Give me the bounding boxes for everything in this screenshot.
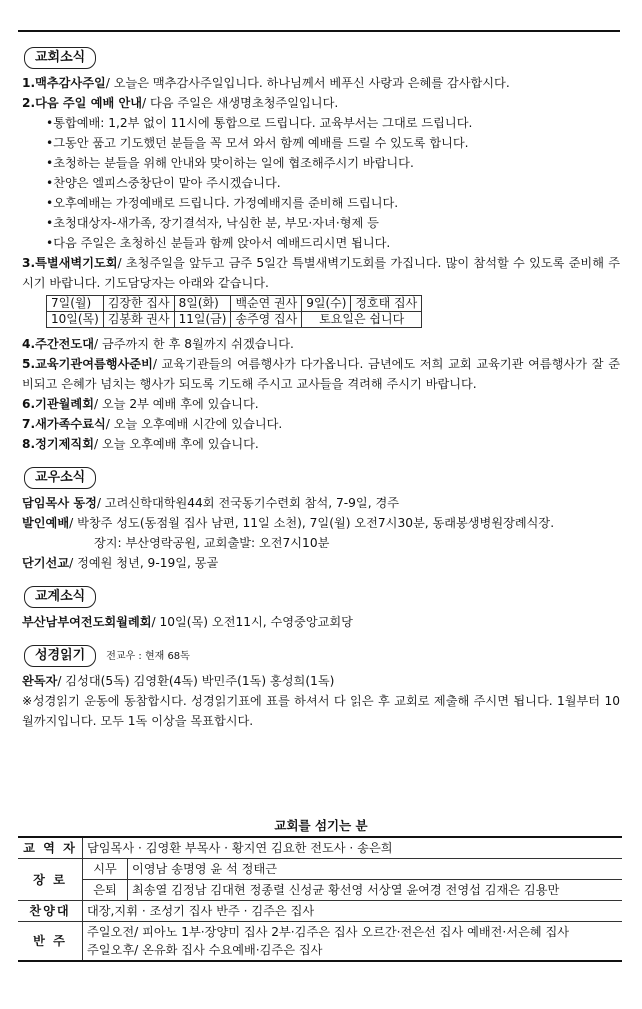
section-title-bible-reading: 성경읽기 [24, 645, 96, 667]
news-item-1: 1.맥추감사주일/ 오늘은 맥추감사주일입니다. 하나님께서 베푸신 사랑과 은혜를 감사합시다. [22, 76, 510, 90]
table-cell: 7일(월) [47, 296, 104, 312]
staff-title: 교회를 섬기는 분 [274, 818, 368, 833]
bullet-item: •찬양은 엘피스중창단이 맡아 주시겠습니다. [46, 176, 281, 190]
top-rule [18, 30, 620, 32]
elders-active-value: 이영남 송명영 윤 석 정태근 [128, 859, 623, 880]
news-item-6: 6.기관월례회/ 오늘 2부 예배 후에 있습니다. [22, 397, 259, 411]
section-title-presbytery-news: 교계소식 [24, 586, 96, 608]
role-choir: 찬양대 [18, 901, 83, 922]
role-accompanist: 반 주 [18, 922, 83, 962]
elders-retired-value: 최송열 김정남 김대현 정종렬 신성균 황선영 서상열 윤여경 전영섭 김재은 김용만 [128, 880, 623, 901]
elders-active-label: 시무 [83, 859, 128, 880]
news-item-5: 5.교육기관여름행사준비/ 교육기관들의 여름행사가 다가옵니다. 금년에도 저희 교회 교육기관 여름행사가 잘 준비되고 은혜가 넘치는 행사가 되도록 기도해 주시고 교사들을 격려해 주시기 바랍니다. [22, 357, 620, 391]
news-item-8: 8.정기제직회/ 오늘 오후예배 후에 있습니다. [22, 437, 259, 451]
accompanist-pm: 주일오후/ 온유화 집사 수요예배·김주은 집사 [87, 943, 323, 957]
presbytery-item: 부산남부여전도회월례회/ 10일(목) 오전11시, 수영중앙교회당 [22, 615, 353, 629]
table-row [18, 859, 622, 880]
accompanist-value [83, 922, 623, 962]
role-elders: 장 로 [18, 859, 83, 901]
choir-value: 대장,지휘 · 조성기 집사 반주 · 김주은 집사 [83, 901, 623, 922]
table-cell: 9일(수) [302, 296, 351, 312]
table-row [18, 922, 622, 962]
members-item-funeral: 발인예배/ 박창주 성도(동점월 집사 남편, 11일 소천), 7일(월) 오전7시30분, 동래봉생병원장례식장. [22, 516, 555, 530]
table-cell: 김장한 집사 [103, 296, 174, 312]
table-row [47, 312, 422, 328]
members-item-funeral-detail: 장지: 부산영락공원, 교회출발: 오전7시10분 [94, 536, 330, 550]
table-row [18, 837, 622, 859]
bible-reading-remark: ※성경읽기 운동에 동참합시다. 성경읽기표에 표를 하셔서 다 읽은 후 교회로 제출해 주시면 됩니다. 1월부터 10월까지입니다. 모두 1독 이상을 목표합시다. [22, 694, 620, 728]
bulletin-content [22, 46, 620, 731]
table-cell: 김봉화 권사 [103, 312, 174, 328]
role-ministers: 교 역 자 [18, 837, 83, 859]
news-item-7: 7.새가족수료식/ 오늘 오후예배 시간에 있습니다. [22, 417, 283, 431]
prayer-schedule-table [46, 295, 422, 328]
table-cell: 11일(금) [174, 312, 231, 328]
table-cell: 토요일은 쉽니다 [302, 312, 422, 328]
members-item-mission: 단기선교/ 정예원 청년, 9-19일, 몽골 [22, 556, 219, 570]
bible-reading-completers: 완독자/ 김성대(5독) 김영환(4독) 박민주(1독) 홍성희(1독) [22, 674, 335, 688]
table-cell: 8일(화) [174, 296, 231, 312]
members-item-pastor: 담임목사 동정/ 고려신학대학원44회 전국동기수련회 참석, 7-9일, 경주 [22, 496, 399, 510]
bullet-item: •오후예배는 가정예배로 드립니다. 가정예배지를 준비해 드립니다. [46, 196, 399, 210]
section-title-members-news: 교우소식 [24, 467, 96, 489]
news-item-2: 2.다음 주일 예배 안내/ 다음 주일은 새생명초청주일입니다. [22, 96, 339, 110]
section-title-church-news: 교회소식 [24, 47, 96, 69]
bible-reading-header [22, 644, 620, 671]
table-row [18, 901, 622, 922]
table-row [18, 880, 622, 901]
bullet-item: •초청하는 분들을 위해 안내와 맞이하는 일에 협조해주시기 바랍니다. [46, 156, 414, 170]
staff-table [18, 836, 622, 962]
bullet-item: •초청대상자-새가족, 장기결석자, 낙심한 분, 부모·자녀·형제 등 [46, 216, 379, 230]
table-cell: 송주영 집사 [231, 312, 302, 328]
news-item-3: 3.특별새벽기도회/ 초청주일을 앞두고 금주 5일간 특별새벽기도회를 가집니다. 많이 참석할 수 있도록 준비해 주시기 바랍니다. 기도담당자는 아래와 같습니다. [22, 256, 620, 290]
news-item-4: 4.주간전도대/ 금주까지 한 후 8월까지 쉬겠습니다. [22, 337, 294, 351]
ministers-value: 담임목사 · 김영환 부목사 · 황지연 김요한 전도사 · 송은희 [83, 837, 623, 859]
table-cell: 정호태 집사 [351, 296, 422, 312]
bible-reading-note: 전교우 : 현재 68독 [106, 651, 190, 662]
elders-retired-label: 은퇴 [83, 880, 128, 901]
bullet-item: •그동안 품고 기도했던 분들을 꼭 모셔 와서 함께 예배를 드릴 수 있도록 합니다. [46, 136, 469, 150]
table-cell: 백순연 권사 [231, 296, 302, 312]
bullet-item: •통합예배: 1,2부 없이 11시에 통합으로 드립니다. 교육부서는 그대로 드립니다. [46, 116, 473, 130]
accompanist-am: 주일오전/ 피아노 1부·장양미 집사 2부·김주은 집사 오르간·전은선 집사 예배전·서은혜 집사 [87, 925, 570, 939]
bullet-item: •다음 주일은 초청하신 분들과 함께 앉아서 예배드리시면 됩니다. [46, 236, 391, 250]
table-cell: 10일(목) [47, 312, 104, 328]
table-row [47, 296, 422, 312]
